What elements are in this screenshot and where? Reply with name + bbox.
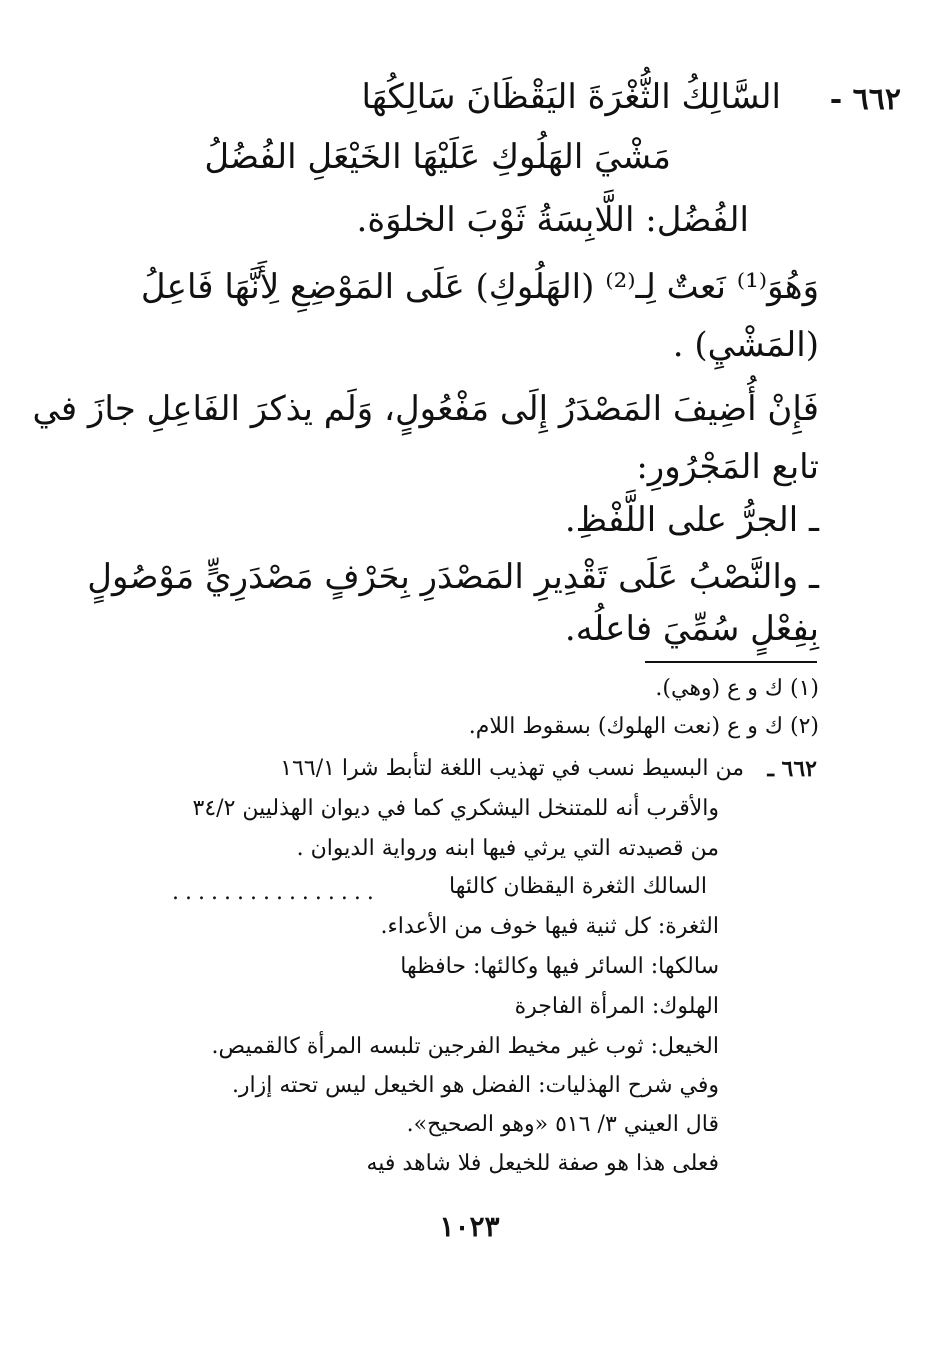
- body-line-7: بِفِعْلٍ سُمِّيَ فاعلُه.: [564, 609, 819, 649]
- commentary-number: ٦٦٢ ـ: [767, 756, 817, 782]
- ellipsis-dots: ................: [172, 880, 380, 905]
- footnote-divider: [645, 661, 817, 663]
- footnote-2: (٢) ك و ع (نعت الهلوك) بسقوط اللام.: [468, 714, 819, 739]
- commentary-line-11: فعلى هذا هو صفة للخيعل فلا شاهد فيه: [366, 1151, 719, 1176]
- commentary-line-1: من البسيط نسب في تهذيب اللغة لتأبط شرا ١٦٦/١: [280, 756, 744, 781]
- verse-number: ٦٦٢ -: [829, 82, 901, 117]
- commentary-line-9: وفي شرح الهذليات: الفضل هو الخيعل ليس تحته إزار.: [231, 1073, 719, 1098]
- commentary-line-6: سالكها: السائر فيها وكالئها: حافظها: [400, 954, 719, 979]
- body-line-6: ـ والنَّصْبُ عَلَى تَقْدِيرِ المَصْدَرِ بِحَرْفٍ مَصْدَرِيٍّ مَوْصُولٍ: [87, 557, 819, 597]
- body-line-2: (المَشْيِ) .: [672, 325, 819, 365]
- commentary-line-7: الهلوك: المرأة الفاجرة: [514, 994, 719, 1019]
- verse-line-1: السَّالِكُ الثُّغْرَةَ اليَقْظَانَ سَالِكُهَا: [361, 77, 781, 117]
- body-line-3: فَإِنْ أُضِيفَ المَصْدَرُ إِلَى مَفْعُولٍ، وَلَم يذكرَ الفَاعِلِ جازَ في: [32, 389, 819, 429]
- verse-line-2: مَشْيَ الهَلُوكِ عَلَيْهَا الخَيْعَلِ الفُضُلُ: [204, 137, 671, 177]
- gloss-line: الفُضُل: اللَّابِسَةُ ثَوْبَ الخلوَة.: [356, 200, 749, 240]
- body-line-4: تابع المَجْرُورِ:: [636, 447, 819, 487]
- commentary-line-3: من قصيدته التي يرثي فيها ابنه ورواية الديوان .: [296, 836, 719, 861]
- page-number: ١٠٢٣: [439, 1210, 500, 1243]
- commentary-line-10: قال العيني ٣/ ٥١٦ «وهو الصحيح».: [406, 1112, 719, 1137]
- body-line-5: ـ الجرُّ على اللَّفْظِ.: [564, 500, 819, 540]
- commentary-line-5: الثغرة: كل ثنية فيها خوف من الأعداء.: [380, 914, 719, 939]
- footnote-1: (١) ك و ع (وهي).: [655, 676, 819, 701]
- commentary-line-8: الخيعل: ثوب غير مخيط الفرجين تلبسه المرأة كالقميص.: [211, 1034, 719, 1059]
- commentary-line-2: والأقرب أنه للمتنخل اليشكري كما في ديوان الهذليين ٣٤/٢: [192, 796, 719, 821]
- body-line-1: وَهُوَ⁽¹⁾ نَعتٌ لِـ⁽²⁾ (الهَلُوكِ) عَلَى المَوْضِعِ لِأَنَّهَا فَاعِلُ: [140, 267, 819, 307]
- commentary-line-4: السالك الثغرة اليقظان كالئها: [449, 874, 707, 899]
